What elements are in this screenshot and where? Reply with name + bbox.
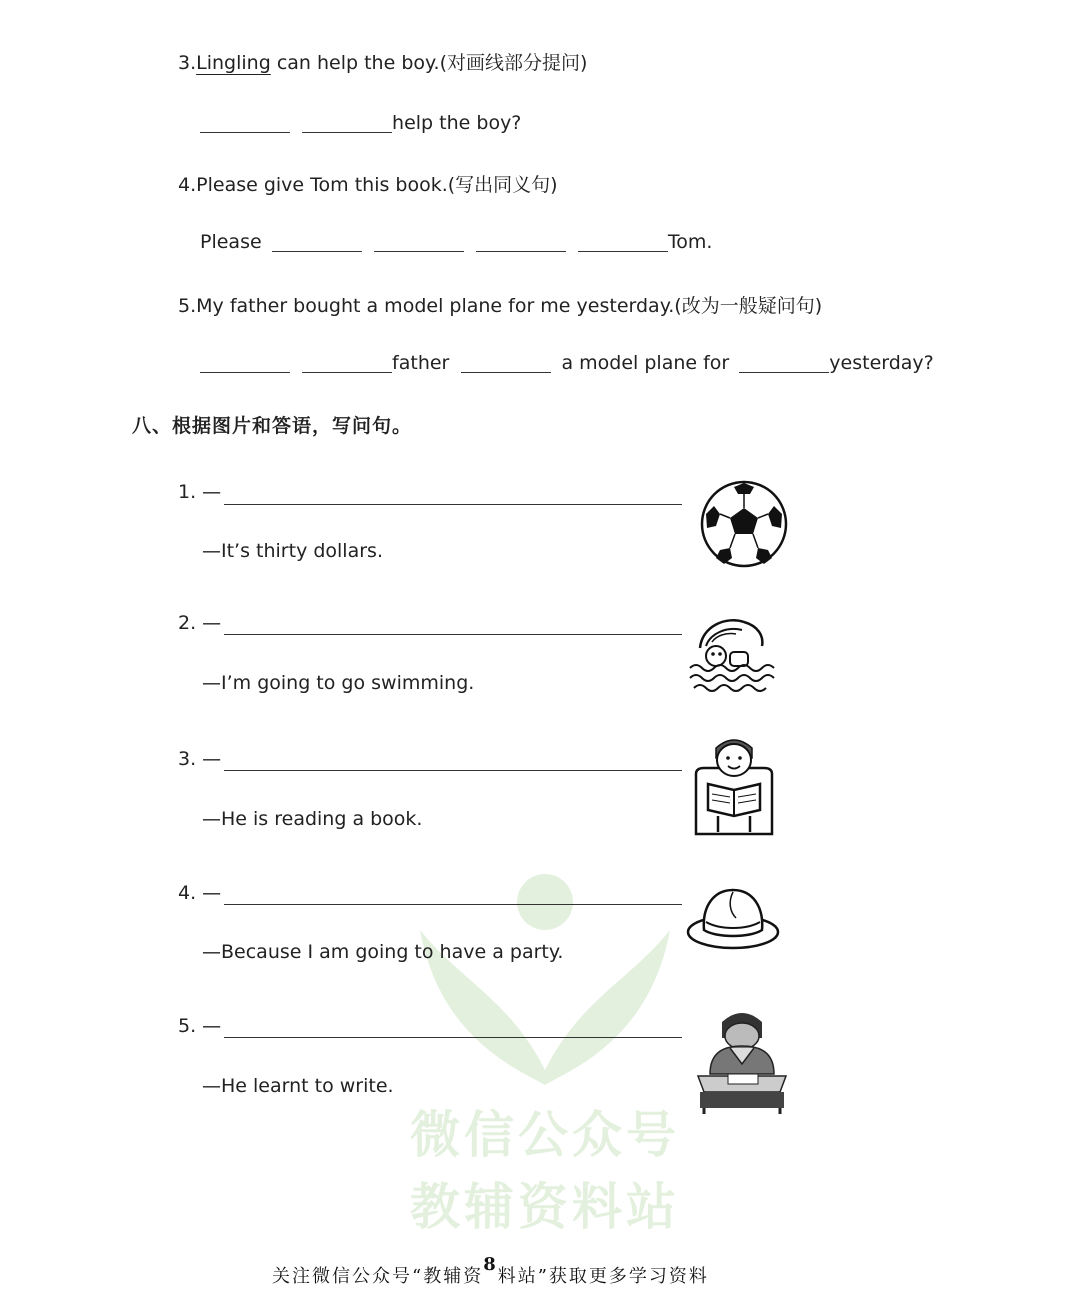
item-number: 4. —: [178, 882, 222, 904]
question-line[interactable]: [224, 904, 682, 905]
answer-line-3: [200, 112, 521, 134]
question-5: [178, 291, 822, 318]
child-writing-icon: [694, 1004, 790, 1114]
answer-blank[interactable]: [461, 352, 551, 373]
underlined-phrase: Lingling: [196, 52, 271, 74]
question-number: 5.: [178, 295, 197, 317]
question-text: Please give Tom this book.: [196, 174, 448, 196]
hat-icon: [684, 886, 782, 956]
question-3: [178, 48, 587, 75]
item-number: 5. —: [178, 1015, 222, 1037]
footer-note: [272, 1254, 709, 1288]
item-number: 3. —: [178, 748, 222, 770]
watermark: [400, 870, 690, 1236]
question-text: can help the boy.: [270, 52, 440, 74]
question-line[interactable]: [224, 1037, 682, 1038]
answer-line-4: [200, 231, 712, 253]
answer-tail: help the boy?: [392, 112, 522, 134]
question-instruction: (改为一般疑问句): [674, 295, 823, 317]
question-number: 3.: [178, 52, 197, 74]
swimmer-icon: [686, 612, 776, 696]
answer-line-5: [200, 352, 934, 374]
watermark-line2: 教辅资料站: [410, 1178, 680, 1236]
boy-reading-icon: [690, 734, 778, 842]
answer-text: —It’s thirty dollars.: [202, 540, 383, 562]
footer-right: 料站”获取更多学习资料: [497, 1266, 709, 1287]
answer-blank[interactable]: [578, 231, 668, 252]
question-line[interactable]: [224, 770, 682, 771]
question-instruction: (对画线部分提问): [439, 52, 588, 74]
answer-tail: Tom.: [667, 231, 713, 253]
answer-blank[interactable]: [739, 352, 829, 373]
soccer-ball-icon: [698, 478, 790, 570]
answer-part: a model plane for: [561, 352, 730, 374]
answer-head: Please: [200, 231, 262, 253]
answer-text: —I’m going to go swimming.: [202, 672, 475, 694]
answer-blank[interactable]: [476, 231, 566, 252]
item-number: 2. —: [178, 612, 222, 634]
question-text: My father bought a model plane for me yesterday.: [196, 295, 675, 317]
answer-blank[interactable]: [302, 352, 392, 373]
question-number: 4.: [178, 174, 197, 196]
answer-part: father: [392, 352, 450, 374]
answer-blank[interactable]: [302, 112, 392, 133]
question-instruction: (写出同义句): [447, 174, 558, 196]
answer-part: yesterday?: [829, 352, 934, 374]
answer-blank[interactable]: [374, 231, 464, 252]
footer-left: 关注微信公众号“教辅资: [272, 1266, 484, 1287]
question-4: [178, 170, 558, 197]
answer-blank[interactable]: [200, 112, 290, 133]
answer-text: —He learnt to write.: [202, 1075, 394, 1097]
item-number: 1. —: [178, 481, 222, 503]
section-heading: 八、根据图片和答语，写问句。: [132, 415, 413, 437]
answer-blank[interactable]: [272, 231, 362, 252]
watermark-line1: 微信公众号: [410, 1106, 680, 1164]
page-number: 8: [483, 1254, 498, 1275]
answer-text: —He is reading a book.: [202, 808, 423, 830]
answer-text: —Because I am going to have a party.: [202, 941, 564, 963]
question-line[interactable]: [224, 504, 682, 505]
question-line[interactable]: [224, 634, 682, 635]
answer-blank[interactable]: [200, 352, 290, 373]
